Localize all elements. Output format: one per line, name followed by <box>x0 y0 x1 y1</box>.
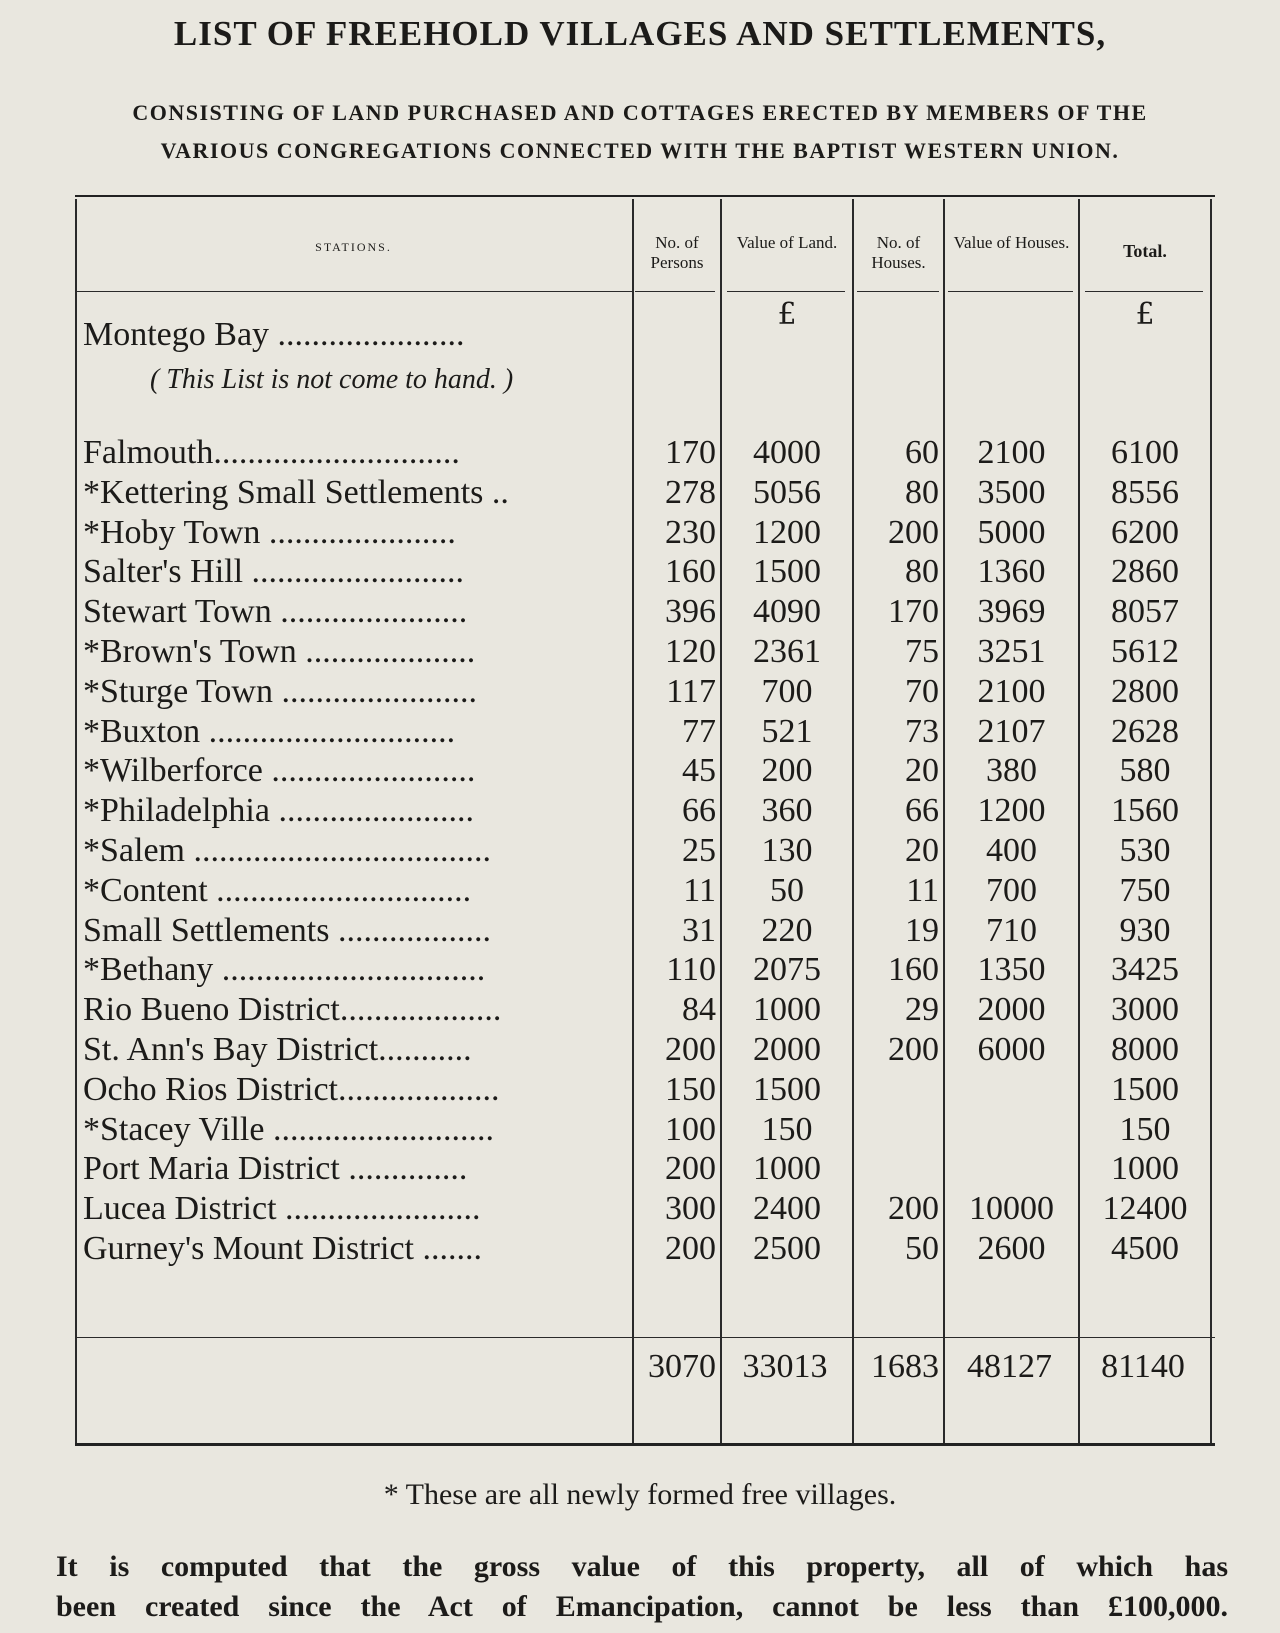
cell-vhouses: 380 <box>986 752 1037 789</box>
cell-persons: 200 <box>665 1150 716 1187</box>
currency-total: £ <box>1135 297 1155 332</box>
cell-vhouses: 2107 <box>977 713 1046 750</box>
header-vhouses: Value of Houses. <box>953 233 1070 252</box>
footnote: * These are all newly formed free villages. <box>383 1478 897 1511</box>
station-name: Lucea District ....................... <box>83 1190 481 1227</box>
cell-houses: 200 <box>888 1031 939 1068</box>
header-total: Total. <box>1123 241 1167 261</box>
cell-vhouses: 2100 <box>977 434 1046 471</box>
cell-vhouses: 1200 <box>977 792 1046 829</box>
cell-vhouses: 700 <box>986 872 1037 909</box>
header-persons: No. of Persons <box>650 233 704 272</box>
cell-total: 8057 <box>1111 593 1179 630</box>
cell-land: 5056 <box>753 474 821 511</box>
cell-houses: 170 <box>888 593 939 630</box>
cell-houses: 160 <box>888 951 939 988</box>
header-rule <box>635 291 715 292</box>
station-name: Port Maria District .............. <box>83 1150 468 1187</box>
station-name: Rio Bueno District................... <box>83 991 502 1028</box>
cell-total: 4500 <box>1111 1230 1179 1267</box>
page-title: LIST OF FREEHOLD VILLAGES AND SETTLEMENTS, <box>173 14 1107 53</box>
cell-total: 2628 <box>1111 713 1179 750</box>
cell-total: 6200 <box>1111 514 1179 551</box>
cell-persons: 230 <box>665 514 716 551</box>
cell-land: 130 <box>761 832 813 869</box>
table-rule-left <box>75 199 77 1443</box>
cell-vhouses: 400 <box>986 832 1037 869</box>
station-name: Falmouth............................. <box>83 434 460 471</box>
cell-vhouses: 3969 <box>977 593 1046 630</box>
cell-houses: 60 <box>905 434 939 471</box>
cell-vhouses: 3251 <box>977 633 1046 670</box>
cell-total: 5612 <box>1111 633 1179 670</box>
total-land: 33013 <box>742 1348 828 1385</box>
cell-persons: 66 <box>682 792 716 829</box>
cell-vhouses: 710 <box>986 912 1037 949</box>
cell-houses: 11 <box>906 872 939 909</box>
cell-persons: 170 <box>665 434 716 471</box>
currency-land: £ <box>777 297 797 332</box>
cell-land: 2361 <box>753 633 821 670</box>
cell-land: 1500 <box>753 553 821 590</box>
cell-vhouses: 3500 <box>977 474 1046 511</box>
station-name: Small Settlements .................. <box>83 912 491 949</box>
cell-land: 4000 <box>753 434 821 471</box>
header-rule <box>948 291 1073 292</box>
cell-persons: 396 <box>665 593 716 630</box>
cell-land: 1500 <box>753 1071 821 1108</box>
cell-vhouses: 1350 <box>977 951 1046 988</box>
cell-land: 360 <box>761 792 813 829</box>
station-name: *Content .............................. <box>83 872 472 909</box>
cell-total: 2800 <box>1111 673 1179 710</box>
station-name: *Kettering Small Settlements .. <box>83 474 509 511</box>
cell-houses: 19 <box>905 912 939 949</box>
cell-land: 2000 <box>753 1031 821 1068</box>
cell-total: 3000 <box>1111 991 1179 1028</box>
station-name: *Salem ................................... <box>83 832 491 869</box>
cell-land: 4090 <box>753 593 821 630</box>
cell-houses: 80 <box>905 474 939 511</box>
cell-vhouses <box>945 1070 1078 1110</box>
station-montego-bay: Montego Bay ...................... <box>83 316 465 353</box>
cell-persons: 84 <box>682 991 716 1028</box>
cell-vhouses <box>945 1110 1078 1150</box>
header-rule <box>727 291 845 292</box>
station-name: *Stacey Ville .......................... <box>83 1111 494 1148</box>
cell-vhouses: 2600 <box>977 1230 1046 1267</box>
station-name: Ocho Rios District................... <box>83 1071 500 1108</box>
subtitle-line-1: CONSISTING OF LAND PURCHASED AND COTTAGES ERECTED BY MEMBERS OF THE <box>132 100 1148 125</box>
cell-total: 530 <box>1119 832 1171 869</box>
cell-persons: 300 <box>665 1190 716 1227</box>
computed-statement <box>56 1547 1228 1627</box>
cell-persons: 160 <box>665 553 716 590</box>
cell-total: 1500 <box>1111 1071 1179 1108</box>
cell-houses <box>854 1110 939 1150</box>
cell-persons: 100 <box>665 1111 716 1148</box>
cell-vhouses: 10000 <box>969 1190 1054 1227</box>
cell-total: 150 <box>1119 1111 1171 1148</box>
cell-land: 2500 <box>753 1230 821 1267</box>
cell-houses: 80 <box>905 553 939 590</box>
cell-persons: 77 <box>682 713 716 750</box>
station-name: Gurney's Mount District ....... <box>83 1230 482 1267</box>
cell-houses: 29 <box>905 991 939 1028</box>
header-rule <box>75 291 632 292</box>
cell-total: 1000 <box>1111 1150 1179 1187</box>
cell-land: 50 <box>770 872 804 909</box>
cell-land: 1000 <box>753 991 821 1028</box>
total-total: 81140 <box>1101 1348 1185 1385</box>
cell-houses: 73 <box>905 713 939 750</box>
cell-land: 1000 <box>753 1150 821 1187</box>
cell-houses: 75 <box>905 633 939 670</box>
station-name: Stewart Town ...................... <box>83 593 468 630</box>
header-houses: No. of Houses. <box>871 233 926 272</box>
cell-persons: 31 <box>682 912 716 949</box>
cell-total: 6100 <box>1111 434 1179 471</box>
cell-houses: 66 <box>905 792 939 829</box>
header-rule <box>857 291 939 292</box>
cell-vhouses: 6000 <box>977 1031 1046 1068</box>
cell-houses: 70 <box>905 673 939 710</box>
cell-houses: 50 <box>905 1230 939 1267</box>
totals-rule <box>75 1337 1215 1338</box>
header-stations: STATIONS. <box>315 240 392 254</box>
cell-persons: 117 <box>666 673 716 710</box>
page-subtitle <box>40 94 1240 170</box>
cell-land: 2075 <box>753 951 821 988</box>
cell-vhouses: 5000 <box>977 514 1046 551</box>
cell-houses: 200 <box>888 1190 939 1227</box>
cell-land: 1200 <box>753 514 821 551</box>
cell-vhouses: 2000 <box>977 991 1046 1028</box>
cell-persons: 200 <box>665 1031 716 1068</box>
cell-total: 580 <box>1119 752 1171 789</box>
cell-vhouses: 1360 <box>977 553 1046 590</box>
settlements-table <box>75 195 1215 1446</box>
cell-total: 3425 <box>1111 951 1179 988</box>
total-houses: 1683 <box>871 1348 939 1385</box>
cell-total: 8556 <box>1111 474 1179 511</box>
cell-persons: 11 <box>683 872 716 909</box>
cell-land: 200 <box>761 752 813 789</box>
station-name: *Wilberforce ........................ <box>83 752 476 789</box>
cell-persons: 278 <box>665 474 716 511</box>
cell-houses: 200 <box>888 514 939 551</box>
cell-houses <box>854 1149 939 1189</box>
station-name: St. Ann's Bay District........... <box>83 1031 472 1068</box>
station-name: *Brown's Town .................... <box>83 633 476 670</box>
computed-line-2: been created since the Act of Emancipation, cannot be less than £100,000. <box>56 1590 1228 1623</box>
cell-persons: 45 <box>682 752 716 789</box>
cell-land: 150 <box>761 1111 813 1148</box>
cell-total: 8000 <box>1111 1031 1179 1068</box>
cell-total: 2860 <box>1111 553 1179 590</box>
cell-land: 700 <box>761 673 813 710</box>
cell-houses <box>854 1070 939 1110</box>
computed-line-1: It is computed that the gross value of this property, all of which has <box>56 1550 1228 1583</box>
header-land: Value of Land. <box>736 233 838 252</box>
cell-persons: 120 <box>665 633 716 670</box>
cell-land: 521 <box>761 713 813 750</box>
station-note: ( This List is not come to hand. ) <box>150 364 514 395</box>
station-name: *Sturge Town ....................... <box>83 673 477 710</box>
station-name: *Hoby Town ...................... <box>83 514 456 551</box>
cell-houses: 20 <box>905 832 939 869</box>
cell-vhouses <box>945 1149 1078 1189</box>
cell-persons: 150 <box>665 1071 716 1108</box>
total-persons: 3070 <box>648 1348 716 1385</box>
subtitle-line-2: VARIOUS CONGREGATIONS CONNECTED WITH THE BAPTIST WESTERN UNION. <box>160 138 1120 163</box>
cell-total: 1560 <box>1111 792 1179 829</box>
cell-persons: 25 <box>682 832 716 869</box>
cell-total: 12400 <box>1102 1190 1188 1227</box>
total-vhouses: 48127 <box>967 1348 1052 1385</box>
cell-total: 930 <box>1119 912 1171 949</box>
cell-land: 2400 <box>753 1190 821 1227</box>
header-rule <box>1085 291 1203 292</box>
cell-total: 750 <box>1119 872 1171 909</box>
cell-houses: 20 <box>905 752 939 789</box>
cell-vhouses: 2100 <box>977 673 1046 710</box>
cell-land: 220 <box>761 912 813 949</box>
station-name: *Bethany ............................... <box>83 951 486 988</box>
cell-persons: 200 <box>665 1230 716 1267</box>
station-name: *Philadelphia ....................... <box>83 792 474 829</box>
cell-persons: 110 <box>666 951 716 988</box>
station-name: Salter's Hill ......................... <box>83 553 465 590</box>
table-rule-right <box>1210 199 1212 1443</box>
station-name: *Buxton ............................. <box>83 713 456 750</box>
